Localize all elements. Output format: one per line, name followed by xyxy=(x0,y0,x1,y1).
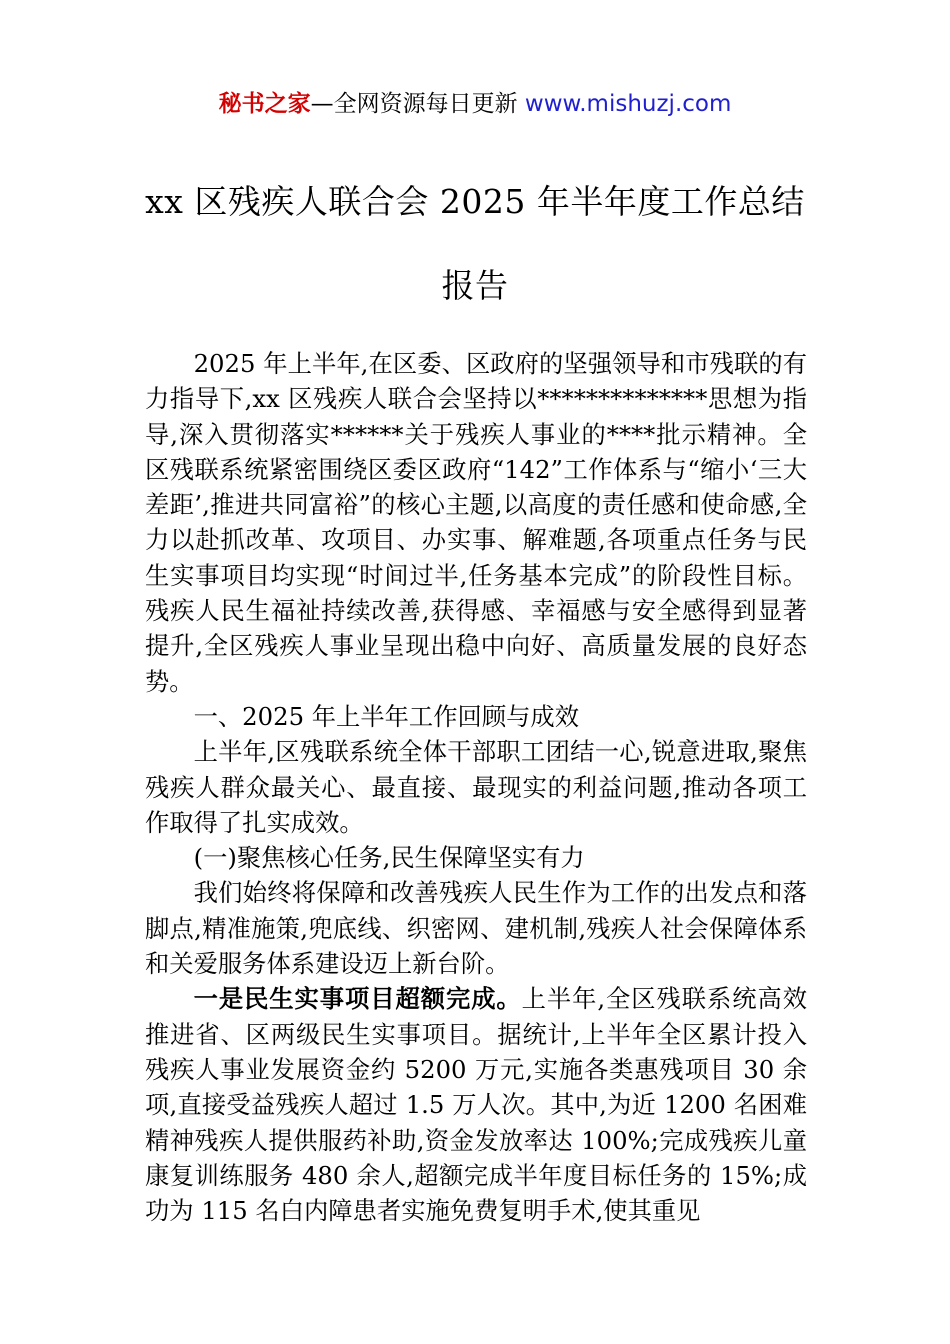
site-brand: 秘书之家 xyxy=(218,91,311,117)
section-heading: 一、2025 年上半年工作回顾与成效 xyxy=(193,701,580,731)
item-paragraph xyxy=(145,981,807,1228)
subsection-heading: (一)聚焦核心任务,民生保障坚实有力 xyxy=(193,843,585,873)
intro-paragraph: 2025 年上半年,在区委、区政府的坚强领导和市残联的有力指导下,xx 区残疾人联合会坚持以**************思想为指导,深入贯彻落实******关于残疾人事业的****批示精神。全区残联系统紧密围绕区委区政府“142”工作体系与“缩小‘三大差距’,推进共同富裕”的核心主题,以高度的责任感和使命感,全力以赴抓改革、攻项目、办实事、解难题,各项重点任务与民生实事项目均实现“时间过半,任务基本完成”的阶段性目标。残疾人民生福祉持续改善,获得感、幸福感与安全感得到显著提升,全区残疾人事业呈现出稳中向好、高质量发展的良好态势。 xyxy=(145,349,807,696)
site-tagline: —全网资源每日更新 xyxy=(310,91,518,117)
site-url-link[interactable]: www.mishuzj.com xyxy=(524,91,732,117)
site-header xyxy=(0,88,950,120)
section-paragraph: 上半年,区残联系统全体干部职工团结一心,锐意进取,聚焦残疾人群众最关心、最直接、最现实的利益问题,推动各项工作取得了扎实成效。 xyxy=(145,737,807,837)
document-body xyxy=(145,346,807,1228)
item-text: 上半年,全区残联系统高效推进省、区两级民生实事项目。据统计,上半年全区累计投入残疾人事业发展资金约 5200 万元,实施各类惠残项目 30 余项,直接受益残疾人超过 1.5 万人次。其中,为近 1200 名困难精神残疾人提供服药补助,资金发放率达 100%;完成残疾儿童康复训练服务 480 余人,超额完成半年度目标任务的 15%;成功为 115 名白内障患者实施免费复明手术,使其重见 xyxy=(145,984,807,1226)
subsection-paragraph: 我们始终将保障和改善残疾人民生作为工作的出发点和落脚点,精准施策,兜底线、织密网、建机制,残疾人社会保障体系和关爱服务体系建设迈上新台阶。 xyxy=(145,878,807,979)
item-lead: 一是民生实事项目超额完成。 xyxy=(193,984,522,1014)
document-title: xx 区残疾人联合会 2025 年半年度工作总结报告 xyxy=(145,182,805,305)
